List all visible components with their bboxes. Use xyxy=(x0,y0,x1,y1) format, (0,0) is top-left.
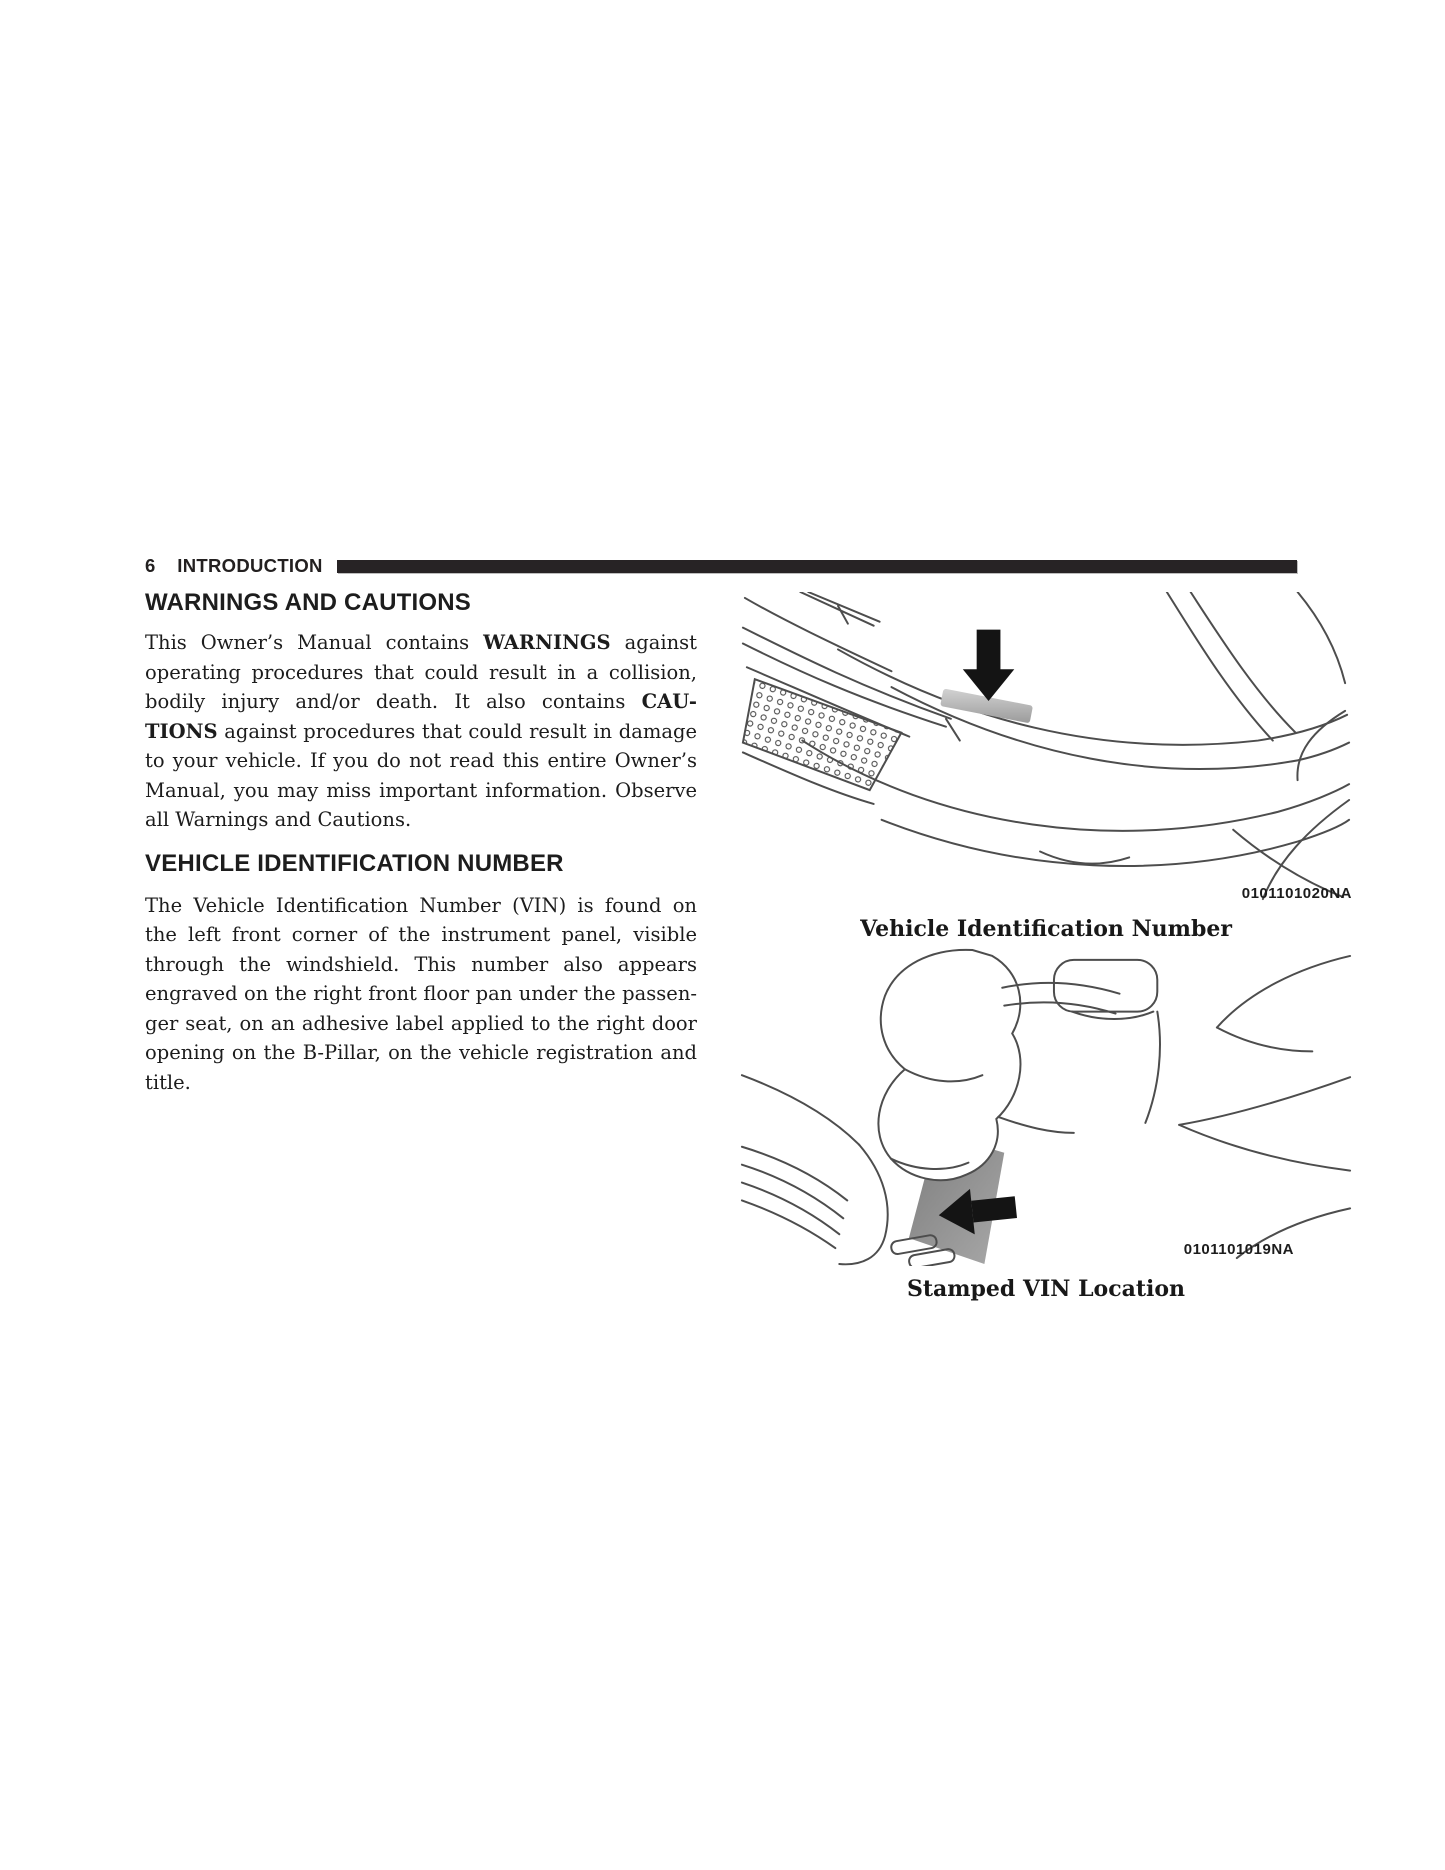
page-number: 6 xyxy=(145,555,156,576)
text-column xyxy=(145,588,697,1097)
paragraph-line: This Owner’s Manual contains WARNINGS against xyxy=(145,631,697,654)
console-floor-lines xyxy=(998,956,1350,1258)
header-section-title: INTRODUCTION xyxy=(177,555,323,576)
paragraph-line: all Warnings and Cautions. xyxy=(145,808,412,831)
figure-caption-stamped: Stamped VIN Location xyxy=(906,1276,1186,1302)
paragraph-line: bodily injury and/or death. It also contains CAU- xyxy=(145,690,697,713)
paragraph-line: The Vehicle Identification Number (VIN) is found on xyxy=(145,893,697,917)
fender-side-lines xyxy=(1233,711,1349,899)
figure-code: 0101101019NA xyxy=(1183,1241,1294,1258)
figure-vin-windshield xyxy=(740,592,1352,904)
paragraph-line: engraved on the right front floor pan under the passen- xyxy=(145,982,697,1005)
paragraph-vin xyxy=(145,891,697,1098)
figure-stamped-vin xyxy=(740,948,1352,1266)
figure-column xyxy=(740,592,1352,1304)
paragraph-line: through the windshield. This number also appears xyxy=(145,952,697,976)
paragraph-line: to your vehicle. If you do not read this entire Owner’s xyxy=(145,749,697,772)
page-header xyxy=(145,554,1297,578)
paragraph-line: operating procedures that could result in a collision, xyxy=(145,660,697,684)
figure-caption-vin: Vehicle Identification Number xyxy=(860,916,1232,942)
paragraph-line: title. xyxy=(145,1070,191,1094)
header-rule-bar xyxy=(337,560,1297,573)
vin-windshield-line-art xyxy=(740,592,1352,904)
a-pillar-lines xyxy=(1167,592,1345,741)
stamped-vin-line-art xyxy=(740,948,1352,1266)
section-heading-warnings: WARNINGS AND CAUTIONS xyxy=(145,589,471,616)
paragraph-warnings xyxy=(145,628,697,835)
figure-code: 0101101020NA xyxy=(1241,885,1352,902)
paragraph-line: ger seat, on an adhesive label applied to the right door xyxy=(145,1011,697,1035)
section-heading-vin: VEHICLE IDENTIFICATION NUMBER xyxy=(145,849,564,877)
paragraph-line: the left front corner of the instrument panel, visible xyxy=(145,923,697,946)
paragraph-line: opening on the B-Pillar, on the vehicle registration and xyxy=(145,1041,697,1064)
seat-cushion-outline xyxy=(878,950,1020,1180)
paragraph-line: Manual, you may miss important information. Observe xyxy=(145,778,697,802)
seat-frame-lines xyxy=(1002,960,1160,1123)
door-sill-lines xyxy=(742,1075,888,1264)
paragraph-line: TIONS against procedures that could result in damage xyxy=(145,719,697,743)
down-arrow-icon xyxy=(963,630,1015,701)
